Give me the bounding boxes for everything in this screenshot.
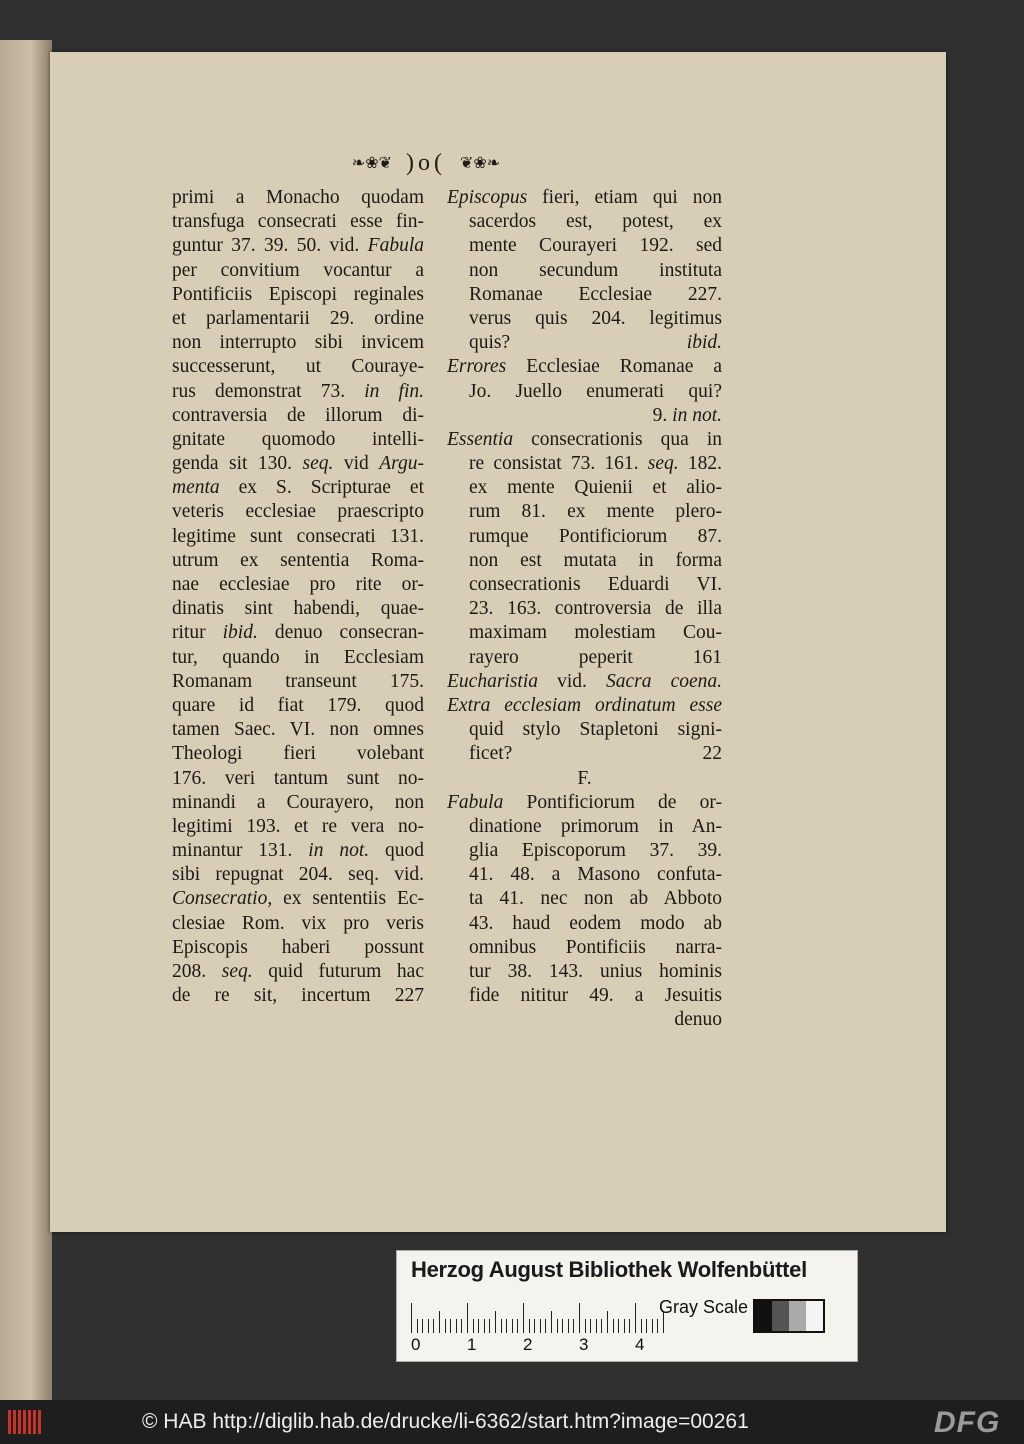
ruler-tick [450,1319,451,1333]
ruler-tick [557,1319,558,1333]
text-line: rumque Pontificiorum 87. [469,525,722,547]
text-line: F. [577,767,592,789]
ruler-tick [657,1319,658,1333]
ruler-label: 4 [635,1335,645,1354]
logo-bar [18,1410,21,1434]
text-line: primi a Monacho quodam [172,187,424,208]
text-line: 208. seq. quid futurum hac [172,961,424,982]
text-line: glia Episcoporum 37. 39. [469,840,722,862]
ruler-tick [540,1319,541,1333]
text-line: Consecratio, ex sententiis Ec- [172,888,424,910]
ruler-tick [652,1319,653,1333]
ruler-tick [529,1319,530,1333]
text-line: genda sit 130. seq. vid Argu- [172,453,424,475]
text-line: Romanam transeunt 175. [172,670,424,692]
ruler-tick [562,1319,563,1333]
ruler-tick [590,1319,591,1333]
text-line: sibi repugnat 204. seq. vid. [172,864,424,886]
text-line: de re sit, incertum 227 [172,985,424,1007]
text-line: nae ecclesiae pro rite or- [172,574,424,595]
text-line: non secundum instituta [469,259,722,281]
ornament-right: ❦❀❧ [459,155,501,172]
text-line: Jo. Juello enumerati qui? [469,380,722,402]
text-line: non interrupto sibi invicem [172,332,424,354]
index-entry: Extra ecclesiam ordinatum esse [447,694,722,716]
ruler-label: 1 [467,1335,477,1354]
left-column [172,186,424,1008]
text-line: ta 41. nec non ab Abboto [469,888,722,910]
index-entry: Fabula Pontificiorum de or- [447,791,722,813]
ruler-tick [467,1303,468,1333]
text-line: veteris ecclesiae praescripto [172,501,424,523]
library-card [396,1250,858,1362]
text-line: Theologi fieri volebant [172,743,424,765]
ruler-tick [568,1319,569,1333]
text-line: tamen Saec. VI. non omnes [172,719,424,741]
text-line: quis? ibid. [469,332,722,354]
ruler-tick [439,1311,440,1333]
ruler-tick [445,1319,446,1333]
ruler-tick [517,1319,518,1333]
text-line: contraversia de illorum di- [172,404,424,426]
footer-bar [0,1400,1024,1444]
logo-bar [28,1410,31,1434]
text-line: 41. 48. a Masono confuta- [469,864,722,886]
ruler-labels [411,1335,651,1357]
facing-page-edge [0,40,52,1400]
text-line: ritur ibid. denuo consecran- [172,622,424,644]
index-entry: Essentia consecrationis qua in [447,428,722,450]
gray-swatch [806,1301,823,1331]
ruler-tick [489,1319,490,1333]
ruler-tick [613,1319,614,1333]
ornament-left: ❧❀❦ [351,155,392,172]
index-entry: Eucharistia vid. Sacra coena. [447,670,722,692]
text-line: verus quis 204. legitimus [469,307,722,329]
text-line: fide nititur 49. a Jesuitis [469,985,722,1007]
text-line: guntur 37. 39. 50. vid. Fabula [172,235,424,257]
ruler-tick [624,1319,625,1333]
text-line: sacerdos est, potest, ex [469,211,722,233]
ruler-tick [506,1319,507,1333]
text-line: re consistat 73. 161. seq. 182. [469,453,722,475]
ruler-tick [618,1319,619,1333]
ruler-tick [422,1319,423,1333]
text-line: rus demonstrat 73. in fin. [172,380,424,402]
text-line: quid stylo Stapletoni signi- [469,719,722,741]
gray-swatch [789,1301,806,1331]
text-line: ex mente Quienii et alio- [469,477,722,499]
logo-bar [23,1410,26,1434]
ruler-tick [411,1303,412,1333]
text-line: maximam molestiam Cou- [469,622,722,644]
ruler-tick [573,1319,574,1333]
index-entry: Episcopus fieri, etiam qui non [447,187,722,208]
ruler-tick [478,1319,479,1333]
text-line: tur, quando in Ecclesiam [172,646,424,668]
scale-ruler [411,1301,641,1333]
ruler-tick [523,1303,524,1333]
logo-bar [13,1410,16,1434]
text-line: 23. 163. controversia de illa [469,598,722,620]
ruler-tick [601,1319,602,1333]
right-column [447,186,722,1033]
logo-bar [8,1410,11,1434]
ruler-label: 3 [579,1335,589,1354]
text-line: 176. veri tantum sunt no- [172,767,424,789]
ruler-tick [629,1319,630,1333]
text-line: non est mutata in forma [469,549,722,571]
text-line: Episcopis haberi possunt [172,936,424,958]
hab-logo-icon [8,1410,46,1434]
text-line: Romanae Ecclesiae 227. [469,283,722,305]
gray-swatch [772,1301,789,1331]
logo-bar [33,1410,36,1434]
dfg-logo: DFG [934,1406,1001,1439]
ruler-tick [641,1319,642,1333]
text-line: clesiae Rom. vix pro veris [172,912,424,934]
text-line: 9. in not. [652,404,722,426]
text-line: minantur 131. in not. quod [172,840,424,862]
text-line: ficet? 22 [469,743,722,765]
ruler-tick [433,1319,434,1333]
gray-swatch [755,1301,772,1331]
gray-scale-label: Gray Scale [659,1297,749,1317]
ruler-tick [607,1311,608,1333]
text-line: quare id fiat 179. quod [172,694,424,716]
text-line: dinatione primorum in An- [469,815,722,837]
ruler-tick [545,1319,546,1333]
ruler-tick [551,1311,552,1333]
ruler-tick [473,1319,474,1333]
ruler-tick [579,1303,580,1333]
ruler-tick [456,1319,457,1333]
ruler-tick [495,1311,496,1333]
index-entry: Errores Ecclesiae Romanae a [447,356,722,378]
ruler-label: 0 [411,1335,421,1354]
text-line: denuo [674,1009,722,1031]
text-line: mente Courayeri 192. sed [469,235,722,257]
ruler-label: 2 [523,1335,533,1354]
copyright-link[interactable]: © HAB http://diglib.hab.de/drucke/li-6362/start.htm?image=00261 [142,1410,749,1433]
text-line: legitime sunt consecrati 131. [172,525,424,547]
logo-bar [38,1410,41,1434]
ruler-tick [417,1319,418,1333]
text-line: utrum ex sententia Roma- [172,549,424,571]
ruler-tick [512,1319,513,1333]
text-line: consecrationis Eduardi VI. [469,574,722,595]
ruler-tick [635,1303,636,1333]
text-line: et parlamentarii 29. ordine [172,307,424,329]
text-line: gnitate quomodo intelli- [172,428,424,450]
text-line: per convitium vocantur a [172,259,424,281]
header-center: )o( [406,149,446,176]
text-line: dinatis sint habendi, quae- [172,598,424,620]
text-line: menta ex S. Scripturae et [172,477,424,499]
text-line: legitimi 193. et re vera no- [172,815,424,837]
text-line: Pontificiis Episcopi reginales [172,283,424,305]
ruler-tick [461,1319,462,1333]
gray-scale-swatches [753,1299,825,1333]
text-line: rum 81. ex mente plero- [469,501,722,523]
ruler-tick [585,1319,586,1333]
text-line: omnibus Pontificiis narra- [469,936,722,958]
ruler-tick [428,1319,429,1333]
text-line: 43. haud eodem modo ab [469,912,722,934]
text-line: successerunt, ut Couraye- [172,356,424,378]
text-line: tur 38. 143. unius hominis [469,961,722,982]
ruler-tick [484,1319,485,1333]
ruler-tick [501,1319,502,1333]
ruler-tick [534,1319,535,1333]
text-line: rayero peperit 161 [469,646,722,668]
text-line: transfuga consecrati esse fin- [172,211,424,233]
ruler-tick [646,1319,647,1333]
ruler-tick [596,1319,597,1333]
text-line: minandi a Courayero, non [172,791,424,813]
library-title: Herzog August Bibliothek Wolfenbüttel [411,1257,807,1282]
page-header [316,146,536,180]
